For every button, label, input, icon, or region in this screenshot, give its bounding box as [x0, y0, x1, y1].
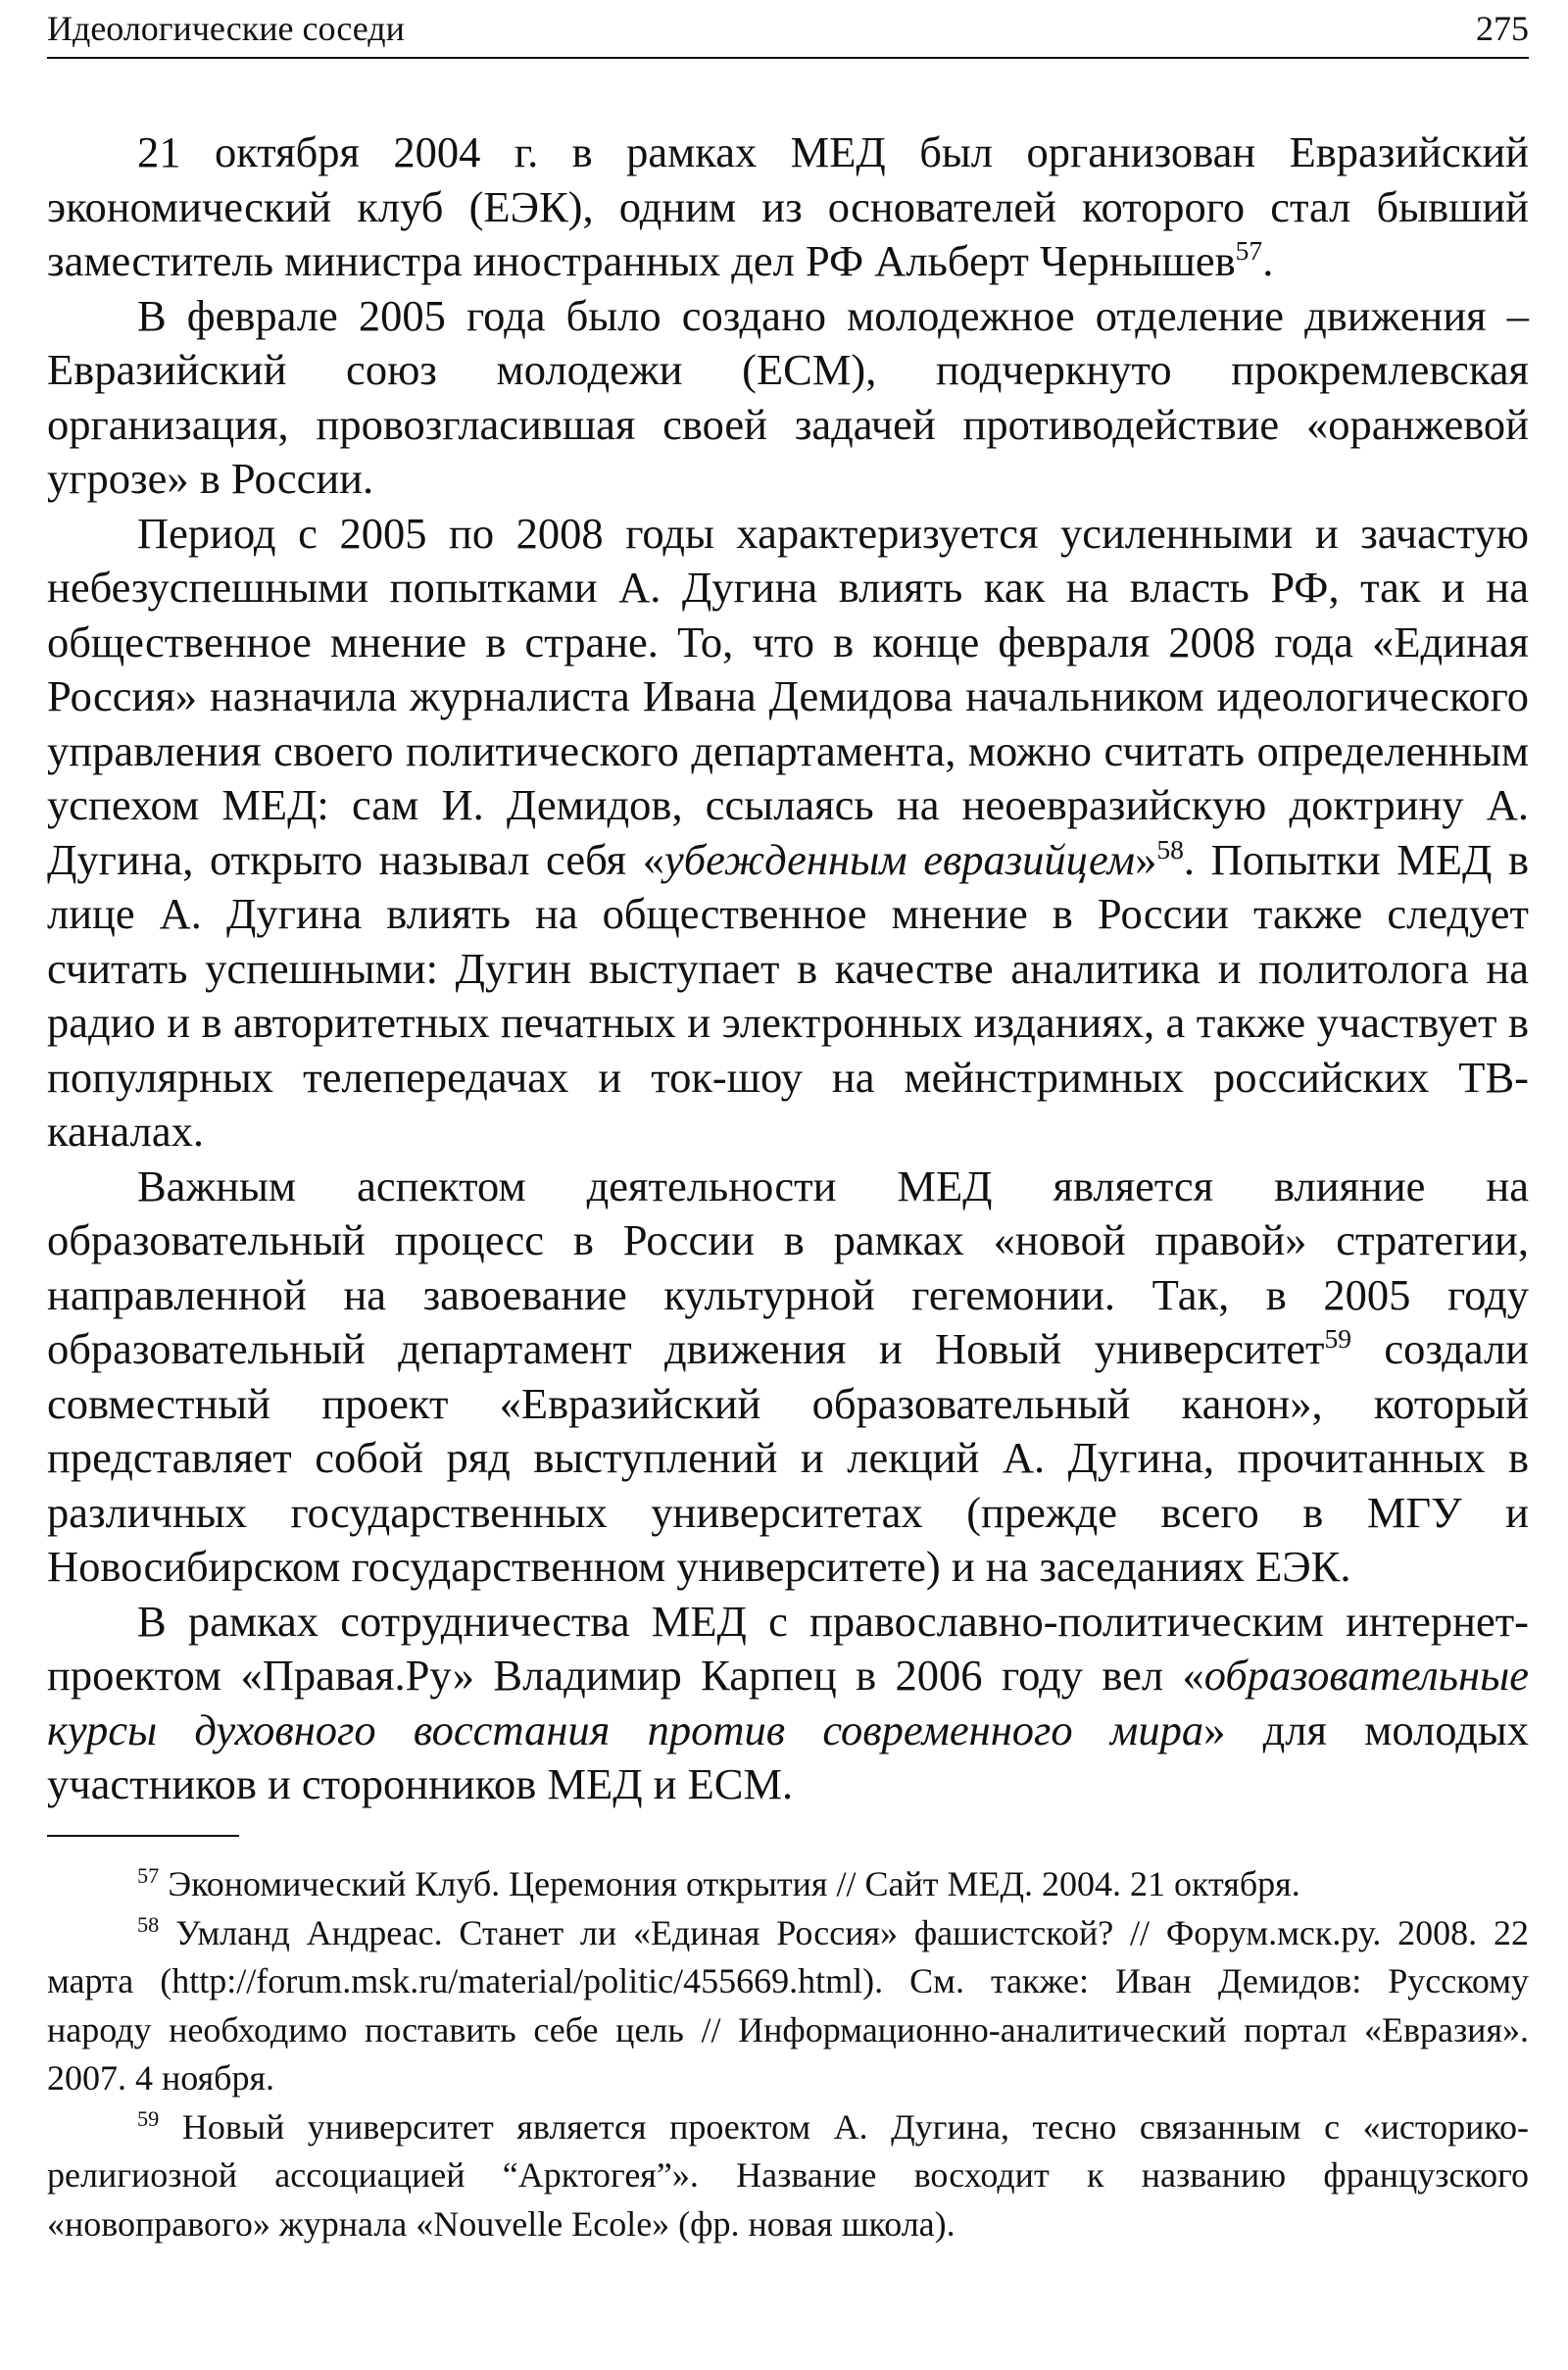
paragraph	[47, 125, 1529, 289]
footnote-number: 59	[137, 2105, 160, 2131]
body-text	[47, 125, 1529, 1812]
paragraph	[47, 507, 1529, 1160]
footnote-ref[interactable]: 59	[1324, 1323, 1352, 1355]
running-header	[47, 0, 1529, 59]
paragraph-text: . Попытки МЕД в лице А. Дугина влиять на общественное мнение в России также следует считать успешными: Дугин выступает в качестве аналитика и политолога на радио и в авторитетных печатных и электронных изданиях, а также участвует в популярных телепередачах и ток-шоу на мейнстримных российских ТВ-каналах.	[47, 834, 1529, 1156]
italic-quote: образовательные курсы духовного восстания против современного мира	[47, 1651, 1529, 1754]
footnote-ref[interactable]: 57	[1235, 235, 1263, 267]
header-title: Идеологические соседи	[47, 9, 405, 48]
footnote-number: 58	[137, 1911, 160, 1937]
footnote-text: Экономический Клуб. Церемония открытия // Сайт МЕД. 2004. 21 октября.	[159, 1864, 1300, 1903]
italic-quote: убежденным евразийцем	[663, 834, 1136, 884]
footnote	[47, 1909, 1529, 2103]
paragraph: В феврале 2005 года было создано молодежное отделение движения – Евразийский союз молодежи (ЕСМ), подчеркнуто прокремлевская организация, провозгласившая своей задачей противодействие «оранжевой угрозе» в России.	[47, 290, 1529, 503]
paragraph-text: В рамках сотрудничества МЕД с православно-политическим интернет-проектом «Правая.Ру» Владимир Карпец в 2006 году вел «	[47, 1596, 1529, 1700]
footnote-number: 57	[137, 1863, 160, 1888]
paragraph-text: .	[1262, 236, 1274, 285]
footnote-separator	[47, 1835, 239, 1837]
footnote-text: Умланд Андреас. Станет ли «Единая Россия» фашистской? // Форум.мск.ру. 2008. 22 марта (http://forum.msk.ru/material/politic/455669.html). См. также: Иван Демидов: Русскому народу необходимо поставить себе цель // Информационно-аналитический портал «Евразия». 2007. 4 ноября.	[47, 1912, 1529, 2098]
paragraph-text: »	[1135, 834, 1157, 884]
footnote	[47, 2103, 1529, 2249]
page-number: 275	[1476, 9, 1529, 48]
footnotes	[47, 1860, 1529, 2248]
paragraph-text: » для молодых участников и сторонников МЕД и ЕСМ.	[47, 1704, 1529, 1808]
footnote-text: Новый университет является проектом А. Дугина, тесно связанным с «историко-религиозной ассоциацией “Арктогея”». Название восходит к названию французского «новоправого» журнала «Nouvelle Ecole» (фр. новая школа).	[47, 2106, 1529, 2244]
paragraph-text: 21 октября 2004 г. в рамках МЕД был организован Евразийский экономический клуб (ЕЭК), одним из основателей которого стал бывший заместитель министра иностранных дел РФ Альберт Чернышев	[47, 127, 1529, 285]
paragraph	[47, 1160, 1529, 1595]
paragraph-text: создали совместный проект «Евразийский образовательный канон», который представляет собой ряд выступлений и лекций А. Дугина, прочитанных в различных государственных университетах (прежде всего в МГУ и Новосибирском государственном университете) и на заседаниях ЕЭК.	[47, 1324, 1529, 1591]
footnote	[47, 1860, 1529, 1909]
paragraph-text: Важным аспектом деятельности МЕД является влияние на образовательный процесс в России в рамках «новой правой» стратегии, направленной на завоевание культурной гегемонии. Так, в 2005 году образовательный департамент движения и Новый университет	[47, 1160, 1529, 1373]
paragraph	[47, 1595, 1529, 1812]
paragraph-text: Период с 2005 по 2008 годы характеризуется усиленными и зачастую небезуспешными попытками А. Дугина влиять как на власть РФ, так и на общественное мнение в стране. То, что в конце февраля 2008 года «Единая Россия» назначила журналиста Ивана Демидова начальником идеологического управления своего политического департамента, можно считать определенным успехом МЕД: сам И. Демидов, ссылаясь на неоевразийскую доктрину А. Дугина, открыто называл себя «	[47, 508, 1529, 884]
footnote-ref[interactable]: 58	[1156, 833, 1184, 864]
